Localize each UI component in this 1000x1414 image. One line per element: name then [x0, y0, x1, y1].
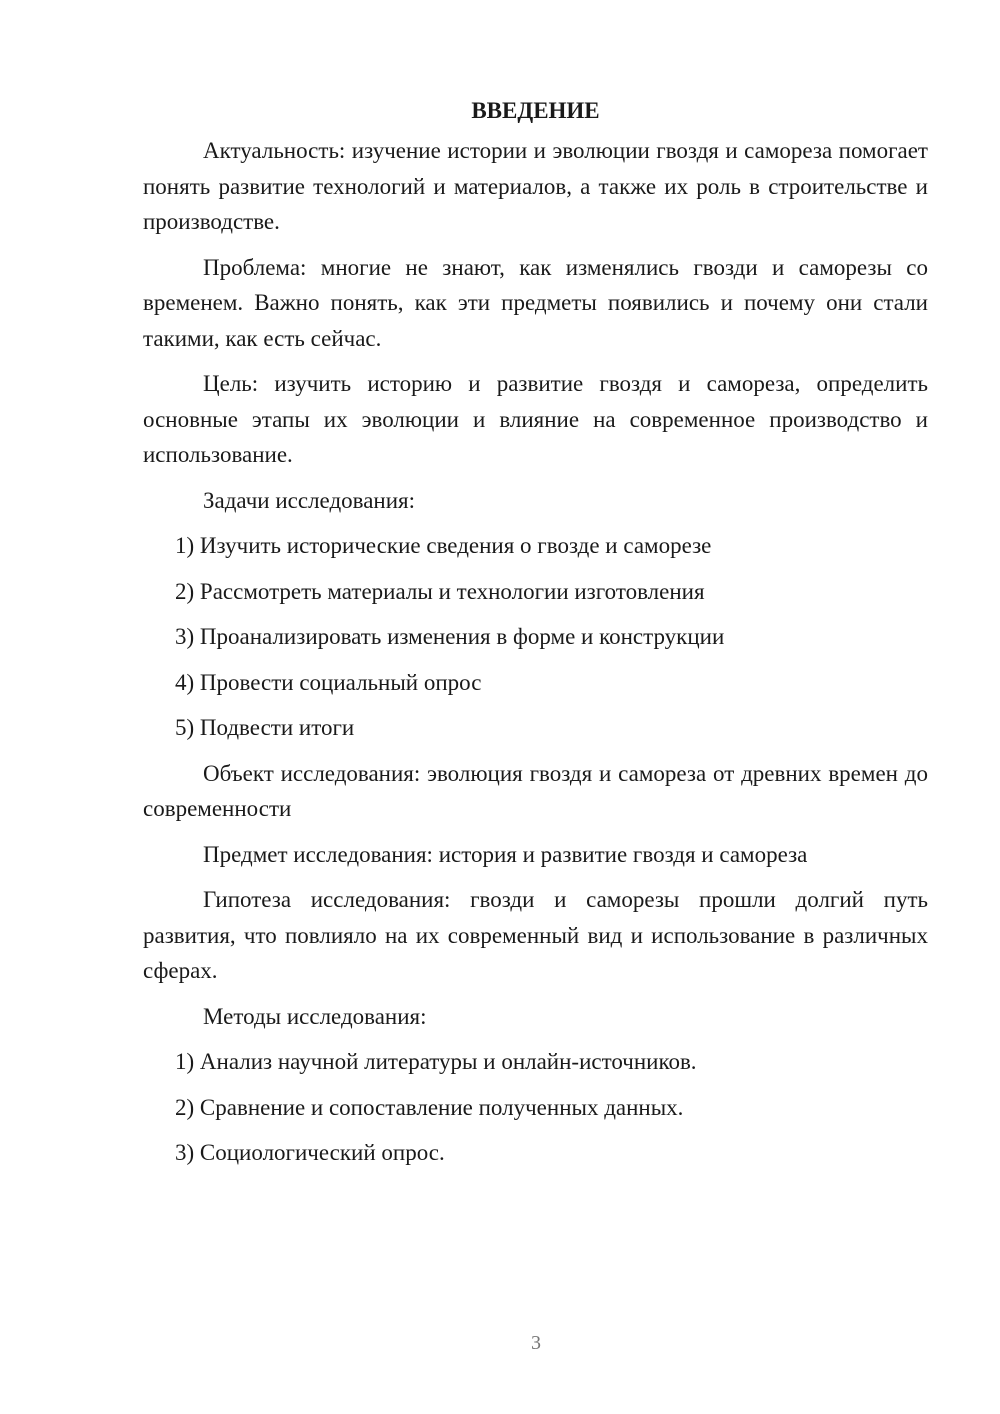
object-paragraph: Объект исследования: эволюция гвоздя и самореза от древних времен до современности: [143, 760, 928, 821]
list-item: 5) Подвести итоги: [175, 715, 355, 740]
document-page: [143, 88, 928, 1181]
list-item: 2) Рассмотреть материалы и технологии изготовления: [175, 578, 705, 604]
list-item: 3) Социологический опрос.: [175, 1140, 445, 1165]
methods-title: Методы исследования:: [203, 1003, 427, 1029]
problem-paragraph: Проблема: многие не знают, как изменялись гвозди и саморезы со временем. Важно понять, как эти предметы появились и почему они стали такими, как есть сейчас.: [143, 254, 928, 351]
list-item: 1) Изучить исторические сведения о гвозде и саморезе: [175, 533, 712, 558]
list-item: 1) Анализ научной литературы и онлайн-источников.: [175, 1049, 697, 1074]
relevance-paragraph: Актуальность: изучение истории и эволюции гвоздя и самореза помогает понять развитие технологий и материалов, а также их роль в строительстве и производстве.: [143, 138, 928, 234]
list-item: 4) Провести социальный опрос: [175, 669, 482, 695]
tasks-title: Задачи исследования:: [203, 487, 416, 513]
tasks-list: [143, 528, 928, 746]
list-item: 2) Сравнение и сопоставление полученных данных.: [175, 1094, 684, 1120]
list-item: 3) Проанализировать изменения в форме и конструкции: [175, 624, 725, 649]
methods-list: [143, 1044, 928, 1171]
hypothesis-paragraph: Гипотеза исследования: гвозди и саморезы прошли долгий путь развития, что повлияло на их современный вид и использование в различных сферах.: [143, 887, 928, 983]
page-number: 3: [531, 1332, 541, 1354]
goal-paragraph: Цель: изучить историю и развитие гвоздя и самореза, определить основные этапы их эволюции и влияние на современное производство и использование.: [143, 371, 928, 467]
page-title: ВВЕДЕНИЕ: [471, 98, 600, 123]
subject-paragraph: Предмет исследования: история и развитие гвоздя и самореза: [203, 841, 808, 867]
